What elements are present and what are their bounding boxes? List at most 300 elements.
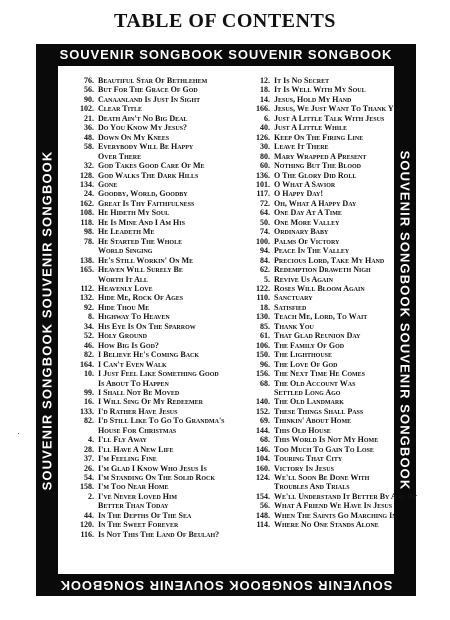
- toc-song-title: [98, 445, 234, 454]
- toc-page-number: 110.: [256, 293, 270, 303]
- toc-entry: [238, 246, 394, 255]
- toc-song-title-line: Roses Will Bloom Again: [274, 283, 365, 293]
- toc-song-title-line: This World Is Not My Home: [274, 435, 379, 445]
- toc-song-title-line: Highway To Heaven: [98, 312, 170, 322]
- toc-song-title: [98, 350, 234, 359]
- toc-page-number: 162.: [80, 198, 94, 208]
- toc-entry: [64, 520, 234, 529]
- toc-song-title: [98, 76, 234, 85]
- toc-page-number: 36.: [84, 123, 94, 133]
- toc-song-title: [98, 482, 234, 491]
- toc-page-number: 8.: [88, 312, 94, 322]
- toc-page-number: 154.: [256, 491, 270, 501]
- toc-song-title: [274, 189, 394, 198]
- toc-song-title-line: I Believe He's Coming Back: [98, 350, 200, 360]
- toc-song-title-line: Over There: [98, 151, 142, 161]
- toc-entry: [64, 360, 234, 369]
- toc-song-title: [274, 275, 394, 284]
- toc-page-number: 101.: [256, 179, 270, 189]
- toc-song-title-line: Hide Thou Me: [98, 302, 150, 312]
- toc-song-title-line: Revive Us Again: [274, 274, 333, 284]
- toc-page-number: 62.: [260, 265, 270, 275]
- toc-song-title: [274, 379, 394, 398]
- toc-song-title: [98, 322, 234, 331]
- toc-song-title-line: Holy Ground: [98, 331, 147, 341]
- toc-page-number: 100.: [256, 236, 270, 246]
- toc-page-number: 76.: [84, 76, 94, 85]
- toc-song-title: [274, 152, 394, 161]
- toc-song-title: [98, 331, 234, 340]
- toc-song-title: [98, 265, 234, 284]
- toc-entry: [238, 123, 394, 132]
- toc-page-number: 54.: [84, 473, 94, 483]
- toc-page-number: 44.: [84, 510, 94, 520]
- toc-entry: [238, 473, 394, 492]
- toc-song-title-line: That Glad Reunion Day: [274, 331, 361, 341]
- toc-song-title: [98, 312, 234, 321]
- toc-entry: [64, 511, 234, 520]
- toc-page-number: 16.: [84, 397, 94, 407]
- toc-page-number: 46.: [84, 340, 94, 350]
- toc-song-title-line: Great Is Thy Faithfulness: [98, 198, 195, 208]
- toc-song-title-line: Peace In The Valley: [274, 246, 350, 256]
- toc-song-title-line: I Shall Not Be Moved: [98, 387, 180, 397]
- toc-song-title-line: Is Not This The Land Of Beulah?: [98, 529, 220, 539]
- toc-song-title: [98, 454, 234, 463]
- toc-page-number: 116.: [80, 529, 94, 539]
- toc-song-title-line: World Singing: [98, 246, 153, 256]
- toc-song-title: [274, 464, 394, 473]
- stray-mark: [18, 433, 19, 434]
- toc-song-title: [274, 350, 394, 359]
- toc-song-title: [98, 303, 234, 312]
- toc-page-number: 160.: [256, 463, 270, 473]
- toc-song-title: [274, 161, 394, 170]
- toc-page-number: 69.: [260, 416, 270, 426]
- toc-song-title: [98, 114, 234, 123]
- toc-entry: [238, 152, 394, 161]
- toc-page-number: 133.: [80, 406, 94, 416]
- toc-song-title: [98, 171, 234, 180]
- toc-page-number: 128.: [80, 170, 94, 180]
- toc-song-title-line: He's Still Workin' On Me: [98, 255, 194, 265]
- toc-song-title-line: Settled Long Ago: [274, 387, 341, 397]
- toc-song-title-line: Touring That City: [274, 454, 343, 464]
- toc-song-title: [274, 246, 394, 255]
- toc-page-number: 164.: [80, 359, 94, 369]
- toc-song-title-line: Canaanland Is Just In Sight: [98, 94, 201, 104]
- toc-song-title: [98, 341, 234, 350]
- toc-entry: [238, 435, 394, 444]
- toc-entry: [64, 256, 234, 265]
- toc-song-title-line: Better Than Today: [98, 501, 169, 511]
- toc-page-number: 102.: [80, 104, 94, 114]
- toc-song-title-line: How Big Is God?: [98, 340, 159, 350]
- toc-entry: [238, 104, 403, 114]
- toc-page-number: 117.: [256, 189, 270, 199]
- toc-song-title: [274, 312, 394, 321]
- toc-entry: [238, 284, 394, 293]
- toc-entry: [238, 331, 394, 340]
- toc-entry: [238, 275, 394, 284]
- toc-song-title: [274, 85, 394, 94]
- toc-song-title-line: God Takes Good Care Of Me: [98, 161, 205, 171]
- toc-song-title-line: Down On My Knees: [98, 132, 170, 142]
- toc-song-title: [274, 520, 394, 529]
- toc-song-title-line: Sanctuary: [274, 293, 313, 303]
- toc-page-number: 10.: [84, 369, 94, 379]
- toc-song-title: [98, 293, 234, 302]
- toc-song-title-line: Hide Me, Rock Of Ages: [98, 293, 184, 303]
- toc-page-number: 80.: [260, 151, 270, 161]
- toc-entry: [238, 85, 394, 94]
- toc-song-title: [274, 473, 394, 492]
- toc-song-title-line: He Leadeth Me: [98, 227, 155, 237]
- toc-page-number: 134.: [80, 179, 94, 189]
- toc-song-title-line: Death Ain't No Big Deal: [98, 113, 188, 123]
- toc-song-title-line: Gone: [98, 179, 118, 189]
- toc-page-number: 74.: [260, 227, 270, 237]
- toc-song-title-line: Too Much To Gain To Lose: [274, 444, 374, 454]
- toc-song-title-line: In The Sweet Forever: [98, 520, 179, 530]
- toc-song-title-line: We'll Soon Be Done With: [274, 473, 370, 483]
- toc-song-title-line: The Lighthouse: [274, 350, 333, 360]
- toc-page-number: 5.: [264, 274, 270, 284]
- toc-song-title: [98, 180, 234, 189]
- toc-page-number: 32.: [84, 161, 94, 171]
- toc-song-title-line: Leave It There: [274, 142, 329, 152]
- toc-page-number: 136.: [256, 170, 270, 180]
- toc-entry: [238, 95, 394, 104]
- toc-song-title: [274, 426, 394, 435]
- toc-page-number: 14.: [260, 94, 270, 104]
- toc-page-number: 37.: [84, 454, 94, 464]
- toc-song-title-line: Beautiful Star Of Bethlehem: [98, 76, 208, 85]
- toc-page-number: 96.: [260, 359, 270, 369]
- toc-song-title-line: The Next Time He Comes: [274, 369, 365, 379]
- toc-page-number: 114.: [256, 520, 270, 530]
- toc-song-title: [98, 85, 234, 94]
- toc-page-number: 58.: [84, 142, 94, 152]
- toc-song-title: [274, 454, 394, 463]
- toc-song-title-line: We'll Understand It Better By And By: [274, 491, 418, 501]
- toc-entry: [238, 407, 394, 416]
- border-band-left: [36, 66, 58, 574]
- toc-entry: [238, 341, 394, 350]
- toc-song-title: [274, 435, 394, 444]
- toc-page-number: 30.: [260, 142, 270, 152]
- toc-entry: [238, 199, 394, 208]
- toc-entry: [64, 265, 234, 284]
- contents-column-left: [64, 76, 234, 539]
- toc-entry: [64, 284, 234, 293]
- toc-song-title: [274, 322, 394, 331]
- toc-entry: [64, 473, 234, 482]
- toc-song-title: [274, 265, 394, 274]
- toc-page-number: 122.: [256, 283, 270, 293]
- toc-song-title: [98, 284, 234, 293]
- toc-song-title: [274, 331, 394, 340]
- toc-song-title-line: It Is No Secret: [274, 76, 330, 85]
- toc-song-title-line: I'm Glad I Know Who Jesus Is: [98, 463, 207, 473]
- toc-entry: [238, 303, 394, 312]
- toc-page-number: 48.: [84, 132, 94, 142]
- toc-song-title: [274, 293, 394, 302]
- toc-entry: [64, 133, 234, 142]
- toc-page-number: 150.: [256, 350, 270, 360]
- toc-page-number: 152.: [256, 406, 270, 416]
- toc-song-title-line: One More Valley: [274, 217, 340, 227]
- toc-entry: [64, 114, 234, 123]
- toc-song-title-line: The Love Of God: [274, 359, 338, 369]
- toc-page-number: 12.: [260, 76, 270, 85]
- toc-entry: [238, 180, 394, 189]
- toc-song-title: [98, 208, 234, 217]
- border-band-left-text: SOUVENIR SONGBOOK SOUVENIR SONGBOOK: [39, 150, 55, 490]
- toc-song-title-line: Is About To Happen: [98, 378, 169, 388]
- toc-entry: [64, 142, 234, 161]
- toc-entry: [238, 426, 394, 435]
- toc-song-title: [274, 445, 394, 454]
- toc-song-title-line: It Is Well With My Soul: [274, 85, 366, 95]
- toc-page-number: 144.: [256, 425, 270, 435]
- toc-song-title-line: Jesus, We Just Want To Thank You: [274, 104, 403, 114]
- page-title: TABLE OF CONTENTS: [114, 10, 336, 32]
- toc-song-title: [274, 199, 394, 208]
- toc-entry: [64, 237, 234, 256]
- toc-entry: [64, 123, 234, 132]
- toc-entry: [238, 491, 418, 501]
- toc-entry: [238, 350, 394, 359]
- toc-song-title: [274, 180, 394, 189]
- toc-entry: [64, 171, 234, 180]
- toc-entry: [64, 312, 234, 321]
- toc-song-title-line: Mary Wrapped A Present: [274, 151, 367, 161]
- toc-song-title: [274, 360, 394, 369]
- toc-page-number: 106.: [256, 340, 270, 350]
- toc-entry: [238, 397, 394, 406]
- toc-page-number: 165.: [80, 265, 94, 275]
- toc-song-title-line: Thinkin' About Home: [274, 416, 352, 426]
- toc-page-number: 24.: [84, 189, 94, 199]
- toc-song-title: [274, 303, 394, 312]
- toc-song-title: [274, 76, 394, 85]
- toc-song-title: [274, 114, 394, 123]
- toc-song-title: [274, 95, 394, 104]
- toc-entry: [64, 369, 234, 388]
- toc-page-number: 90.: [84, 94, 94, 104]
- toc-page-number: 6.: [264, 113, 270, 123]
- toc-song-title-line: I Just Feel Like Something Good: [98, 369, 219, 379]
- toc-entry: [64, 76, 234, 85]
- toc-song-title-line: Heavenly Love: [98, 283, 153, 293]
- toc-song-title-line: Heaven Will Surely Be: [98, 265, 183, 275]
- toc-entry: [64, 95, 234, 104]
- toc-entry: [64, 180, 234, 189]
- toc-entry: [64, 397, 234, 406]
- toc-song-title: [98, 104, 234, 113]
- toc-entry: [64, 303, 234, 312]
- toc-entry: [238, 142, 394, 151]
- toc-entry: [238, 265, 394, 274]
- toc-song-title: [274, 218, 394, 227]
- toc-song-title: [274, 501, 394, 510]
- toc-page-number: 166.: [256, 104, 270, 114]
- toc-song-title-line: O What A Savior: [274, 179, 336, 189]
- songbook-border-frame: [36, 44, 416, 596]
- toc-entry: [238, 293, 394, 302]
- toc-page-number: 120.: [80, 520, 94, 530]
- toc-song-title: [274, 123, 394, 132]
- toc-song-title: [98, 237, 234, 256]
- toc-song-title-line: Jesus, Hold My Hand: [274, 94, 352, 104]
- toc-song-title-line: His Eye Is On The Sparrow: [98, 321, 196, 331]
- toc-song-title: [98, 123, 234, 132]
- toc-entry: [238, 114, 394, 123]
- toc-entry: [64, 407, 234, 416]
- toc-page-number: 118.: [80, 217, 94, 227]
- toc-song-title-line: Ordinary Baby: [274, 227, 329, 237]
- toc-page-number: 99.: [84, 387, 94, 397]
- toc-song-title: [98, 189, 234, 198]
- toc-song-title: [274, 237, 394, 246]
- toc-entry: [238, 416, 394, 425]
- toc-song-title-line: I Can't Even Walk: [98, 359, 167, 369]
- toc-song-title-line: When The Saints Go Marching In: [274, 510, 397, 520]
- toc-entry: [238, 76, 394, 85]
- toc-page-number: 126.: [256, 132, 270, 142]
- toc-entry: [64, 331, 234, 340]
- toc-page-number: 140.: [256, 397, 270, 407]
- toc-song-title-line: House For Christmas: [98, 425, 177, 435]
- toc-song-title: [98, 473, 234, 482]
- toc-song-title-line: I'm Standing On The Solid Rock: [98, 473, 215, 483]
- border-band-bottom: SOUVENIR SONGBOOK SOUVENIR SONGBOOK: [59, 578, 393, 593]
- toc-entry: [238, 369, 394, 378]
- toc-page-number: 52.: [84, 331, 94, 341]
- toc-song-title-line: God Walks The Dark Hills: [98, 170, 199, 180]
- toc-entry: [64, 454, 234, 463]
- toc-entry: [238, 501, 394, 510]
- toc-song-title: [274, 341, 394, 350]
- toc-song-title-line: Everybody Will Be Happy: [98, 142, 194, 152]
- toc-page-number: 156.: [256, 369, 270, 379]
- toc-song-title-line: Just A Little Talk With Jesus: [274, 113, 385, 123]
- toc-song-title: [98, 360, 234, 369]
- toc-song-title-line: I've Never Loved Him: [98, 491, 178, 501]
- toc-song-title-line: Just A Little While: [274, 123, 348, 133]
- toc-song-title-line: O The Glory Did Roll: [274, 170, 357, 180]
- toc-song-title: [98, 133, 234, 142]
- toc-song-title: [98, 511, 234, 520]
- toc-entry: [64, 530, 234, 539]
- toc-page-number: 28.: [84, 444, 94, 454]
- toc-page-number: 98.: [84, 227, 94, 237]
- toc-song-title: [98, 227, 234, 236]
- toc-song-title: [98, 369, 234, 388]
- toc-page-number: 4.: [88, 435, 94, 445]
- toc-page-number: 18.: [260, 302, 270, 312]
- toc-song-title: [274, 133, 394, 142]
- toc-page-number: 92.: [84, 302, 94, 312]
- toc-page-number: 138.: [80, 255, 94, 265]
- toc-song-title: [98, 95, 234, 104]
- toc-page-number: 124.: [256, 473, 270, 483]
- toc-entry: [238, 256, 394, 265]
- toc-song-title: [274, 284, 394, 293]
- toc-song-title-line: But For The Grace Of God: [98, 85, 198, 95]
- toc-song-title-line: He Is Mine And I Am His: [98, 217, 185, 227]
- toc-entry: [238, 218, 394, 227]
- toc-song-title-line: Oh, What A Happy Day: [274, 198, 357, 208]
- toc-entry: [64, 85, 234, 94]
- toc-page-number: 158.: [80, 482, 94, 492]
- toc-song-title-line: I'll Fly Away: [98, 435, 147, 445]
- toc-song-title: [98, 435, 234, 444]
- toc-song-title-line: I Will Sing Of My Redeemer: [98, 397, 203, 407]
- toc-entry: [238, 133, 394, 142]
- toc-page-number: 64.: [260, 208, 270, 218]
- toc-song-title: [274, 104, 403, 113]
- toc-song-title-line: Nothing But The Blood: [274, 161, 361, 171]
- toc-song-title-line: Teach Me, Lord, To Wait: [274, 312, 368, 322]
- toc-song-title: [274, 369, 394, 378]
- toc-page-number: 61.: [260, 331, 270, 341]
- border-band-top: SOUVENIR SONGBOOK SOUVENIR SONGBOOK: [59, 47, 393, 62]
- toc-entry: [64, 388, 234, 397]
- toc-song-title: [274, 397, 394, 406]
- toc-page-number: 50.: [260, 217, 270, 227]
- toc-song-title: [98, 142, 234, 161]
- toc-song-title-line: Satisfied: [274, 302, 307, 312]
- toc-entry: [238, 312, 394, 321]
- toc-song-title: [274, 142, 394, 151]
- toc-song-title: [98, 218, 234, 227]
- toc-page-number: 56.: [260, 501, 270, 511]
- border-band-right-text: SOUVENIR SONGBOOK SOUVENIR SONGBOOK: [397, 150, 413, 490]
- toc-song-title: [98, 199, 234, 208]
- toc-page-number: 146.: [256, 444, 270, 454]
- toc-song-title-line: I'm Too Near Home: [98, 482, 169, 492]
- toc-song-title-line: I'd Rather Have Jesus: [98, 406, 178, 416]
- toc-entry: [238, 237, 394, 246]
- toc-entry: [64, 464, 234, 473]
- toc-entry: [238, 464, 394, 473]
- toc-entry: [64, 445, 234, 454]
- toc-entry: [64, 208, 234, 217]
- toc-page-number: 108.: [80, 208, 94, 218]
- toc-page-number: 18.: [260, 85, 270, 95]
- toc-song-title-line: O Happy Day!: [274, 189, 323, 199]
- toc-entry: [64, 350, 234, 359]
- toc-song-title-line: Worth It All: [98, 274, 148, 284]
- toc-song-title: [98, 520, 234, 529]
- toc-song-title: [274, 407, 394, 416]
- toc-page-number: 56.: [84, 85, 94, 95]
- toc-song-title-line: Clear Title: [98, 104, 142, 114]
- toc-page-number: 85.: [260, 321, 270, 331]
- toc-entry: [238, 520, 394, 529]
- toc-song-title-line: Troubles And Trials: [274, 482, 350, 492]
- toc-entry: [64, 341, 234, 350]
- toc-page-number: 112.: [80, 283, 94, 293]
- toc-song-title: [274, 511, 397, 520]
- toc-page-number: 82.: [84, 416, 94, 426]
- toc-page-number: 104.: [256, 454, 270, 464]
- toc-song-title-line: The Old Account Was: [274, 378, 356, 388]
- toc-song-title: [98, 388, 234, 397]
- toc-page-number: 84.: [260, 255, 270, 265]
